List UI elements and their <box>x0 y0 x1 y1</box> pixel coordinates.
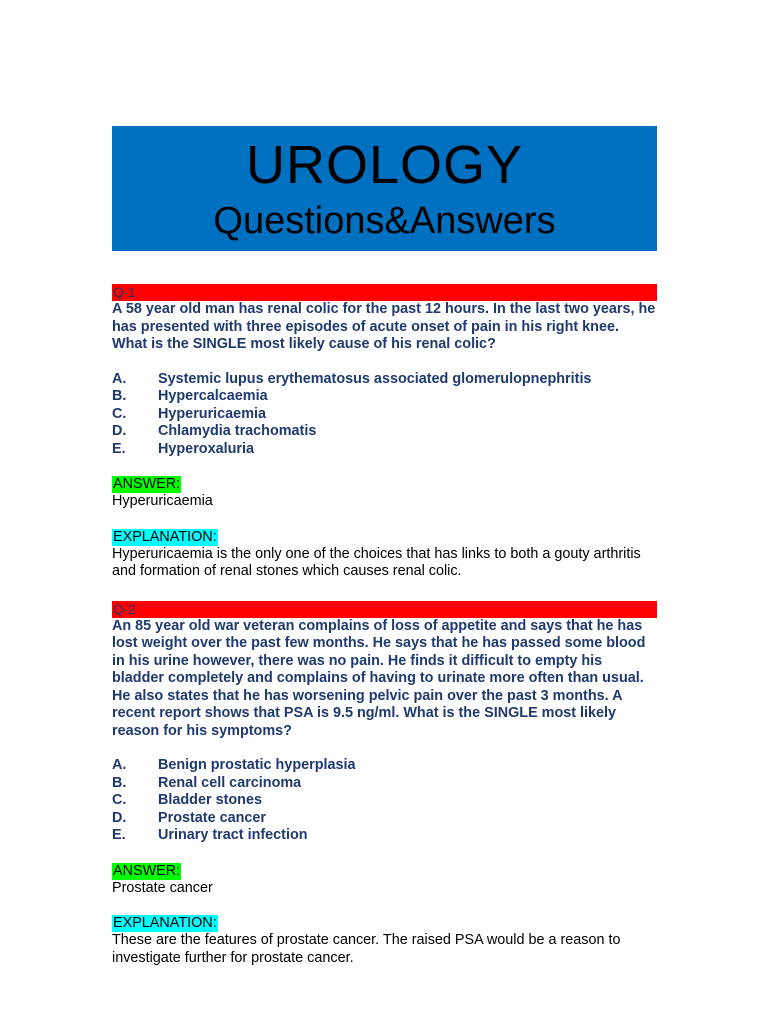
document-title: UROLOGY <box>245 135 524 195</box>
question-label: Q-2 <box>112 601 657 618</box>
answer-text: Prostate cancer <box>112 879 213 896</box>
options-list <box>112 371 657 459</box>
option-a <box>112 757 657 775</box>
explanation-label: EXPLANATION: <box>113 528 217 545</box>
option-letter: E. <box>112 827 126 843</box>
option-letter: A. <box>112 370 127 387</box>
option-text: Renal cell carcinoma <box>158 774 302 791</box>
explanation-block <box>112 528 657 581</box>
option-d <box>112 810 657 828</box>
option-text: Hypercalcaemia <box>158 388 268 404</box>
option-e <box>112 441 657 459</box>
question-block-2 <box>112 601 657 968</box>
option-letter: A. <box>112 757 127 773</box>
option-e <box>112 827 657 845</box>
option-text: Urinary tract infection <box>158 827 308 843</box>
answer-block <box>112 475 657 511</box>
question-stem: A 58 year old man has renal colic for the past 12 hours. In the last two years, he has presented with three episodes of acute onset of pain in his right knee. What is the SINGLE most likely cause of his renal colic? <box>112 301 656 352</box>
option-letter: B. <box>112 774 127 791</box>
option-b <box>112 775 657 793</box>
option-text: Prostate cancer <box>158 809 266 826</box>
explanation-label: EXPLANATION: <box>113 915 217 931</box>
option-d <box>112 423 657 441</box>
answer-block <box>112 862 657 898</box>
option-text: Systemic lupus erythematosus associated glomerulopnephritis <box>158 370 592 387</box>
option-c <box>112 406 657 424</box>
option-text: Chlamydia trachomatis <box>158 423 317 439</box>
option-text: Hyperuricaemia <box>158 405 266 422</box>
explanation-block <box>112 914 657 967</box>
answer-label: ANSWER: <box>113 862 181 879</box>
options-list <box>112 757 657 845</box>
option-c <box>112 792 657 810</box>
option-letter: C. <box>112 792 127 808</box>
question-block-1 <box>112 284 657 581</box>
title-banner <box>112 126 657 251</box>
option-text: Benign prostatic hyperplasia <box>158 757 356 773</box>
option-text: Hyperoxaluria <box>158 440 254 457</box>
answer-label: ANSWER: <box>113 476 181 492</box>
option-letter: E. <box>112 440 126 457</box>
question-stem: An 85 year old war veteran complains of loss of appetite and says that he has lost weight over the past few months. He says that he has passed some blood in his urine however, there was no pain. He finds it difficult to empty his bladder completely and complains of having to urinate more often than usual. He also states that he has worsening pelvic pain over the past 3 months. A recent report shows that PSA is 9.5 ng/ml. What is the SINGLE most likely reason for his symptoms? <box>112 617 646 739</box>
explanation-text: Hyperuricaemia is the only one of the choices that has links to both a gouty arthritis and formation of renal stones which causes renal colic. <box>112 545 641 579</box>
option-text: Bladder stones <box>158 792 262 808</box>
option-a <box>112 371 657 389</box>
explanation-text: These are the features of prostate cancer. The raised PSA would be a reason to investigate further for prostate cancer. <box>112 932 621 966</box>
option-letter: C. <box>112 405 127 422</box>
document-subtitle: Questions&Answers <box>213 200 556 242</box>
question-label: Q-1 <box>112 284 657 301</box>
option-letter: B. <box>112 388 127 404</box>
option-letter: D. <box>112 423 127 439</box>
option-letter: D. <box>112 809 127 826</box>
answer-text: Hyperuricaemia <box>112 493 213 509</box>
document-page <box>112 126 657 967</box>
option-b <box>112 388 657 406</box>
